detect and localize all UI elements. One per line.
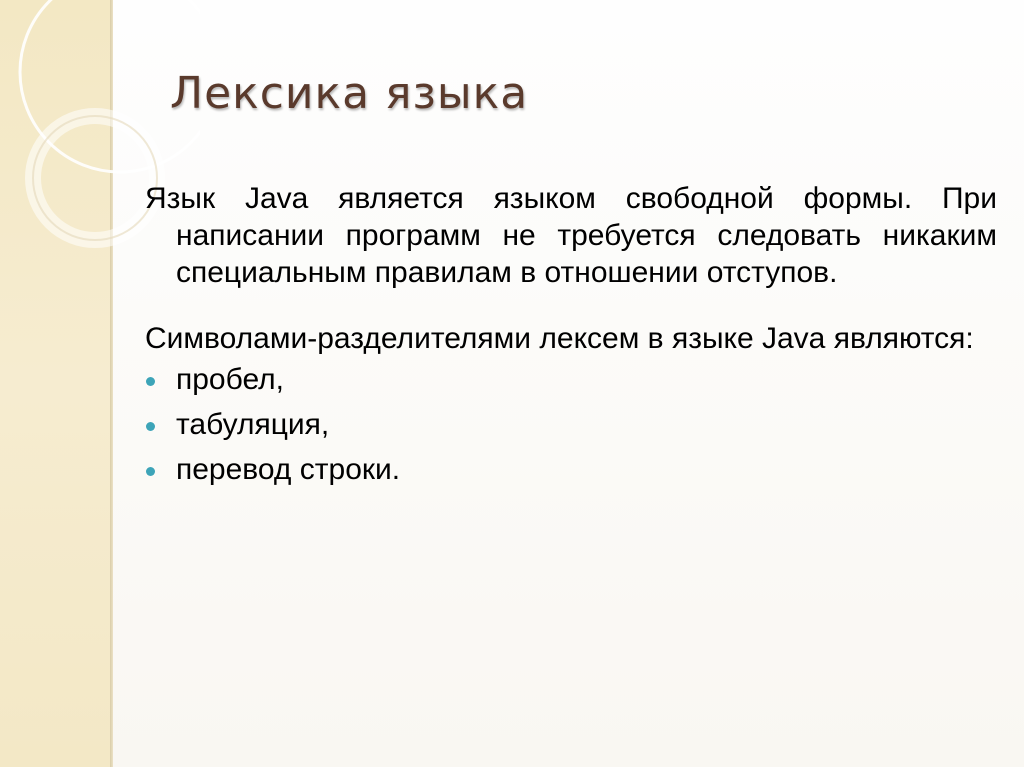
bullet-text: пробел, (176, 363, 284, 396)
bullet-text: перевод строки. (176, 453, 401, 486)
bullet-item (145, 406, 997, 451)
paragraph-separators: Символами-разделителями лексем в языке Java являются: (145, 322, 974, 355)
bullet-text: табуляция, (176, 408, 330, 441)
slide-body (145, 180, 997, 496)
bullet-dot-icon (146, 422, 155, 431)
bullet-dot-icon (146, 377, 155, 386)
bullet-item (145, 361, 997, 406)
slide-title: Лексика языка (170, 68, 529, 119)
bullet-list (145, 361, 997, 496)
bullet-dot-icon (146, 467, 155, 476)
bullet-item (145, 451, 997, 496)
paragraph-free-form: Язык Java является языком свободной формы. При написании программ не требуется следовать никаким специальным правилам в отношении отступов. (145, 182, 997, 289)
